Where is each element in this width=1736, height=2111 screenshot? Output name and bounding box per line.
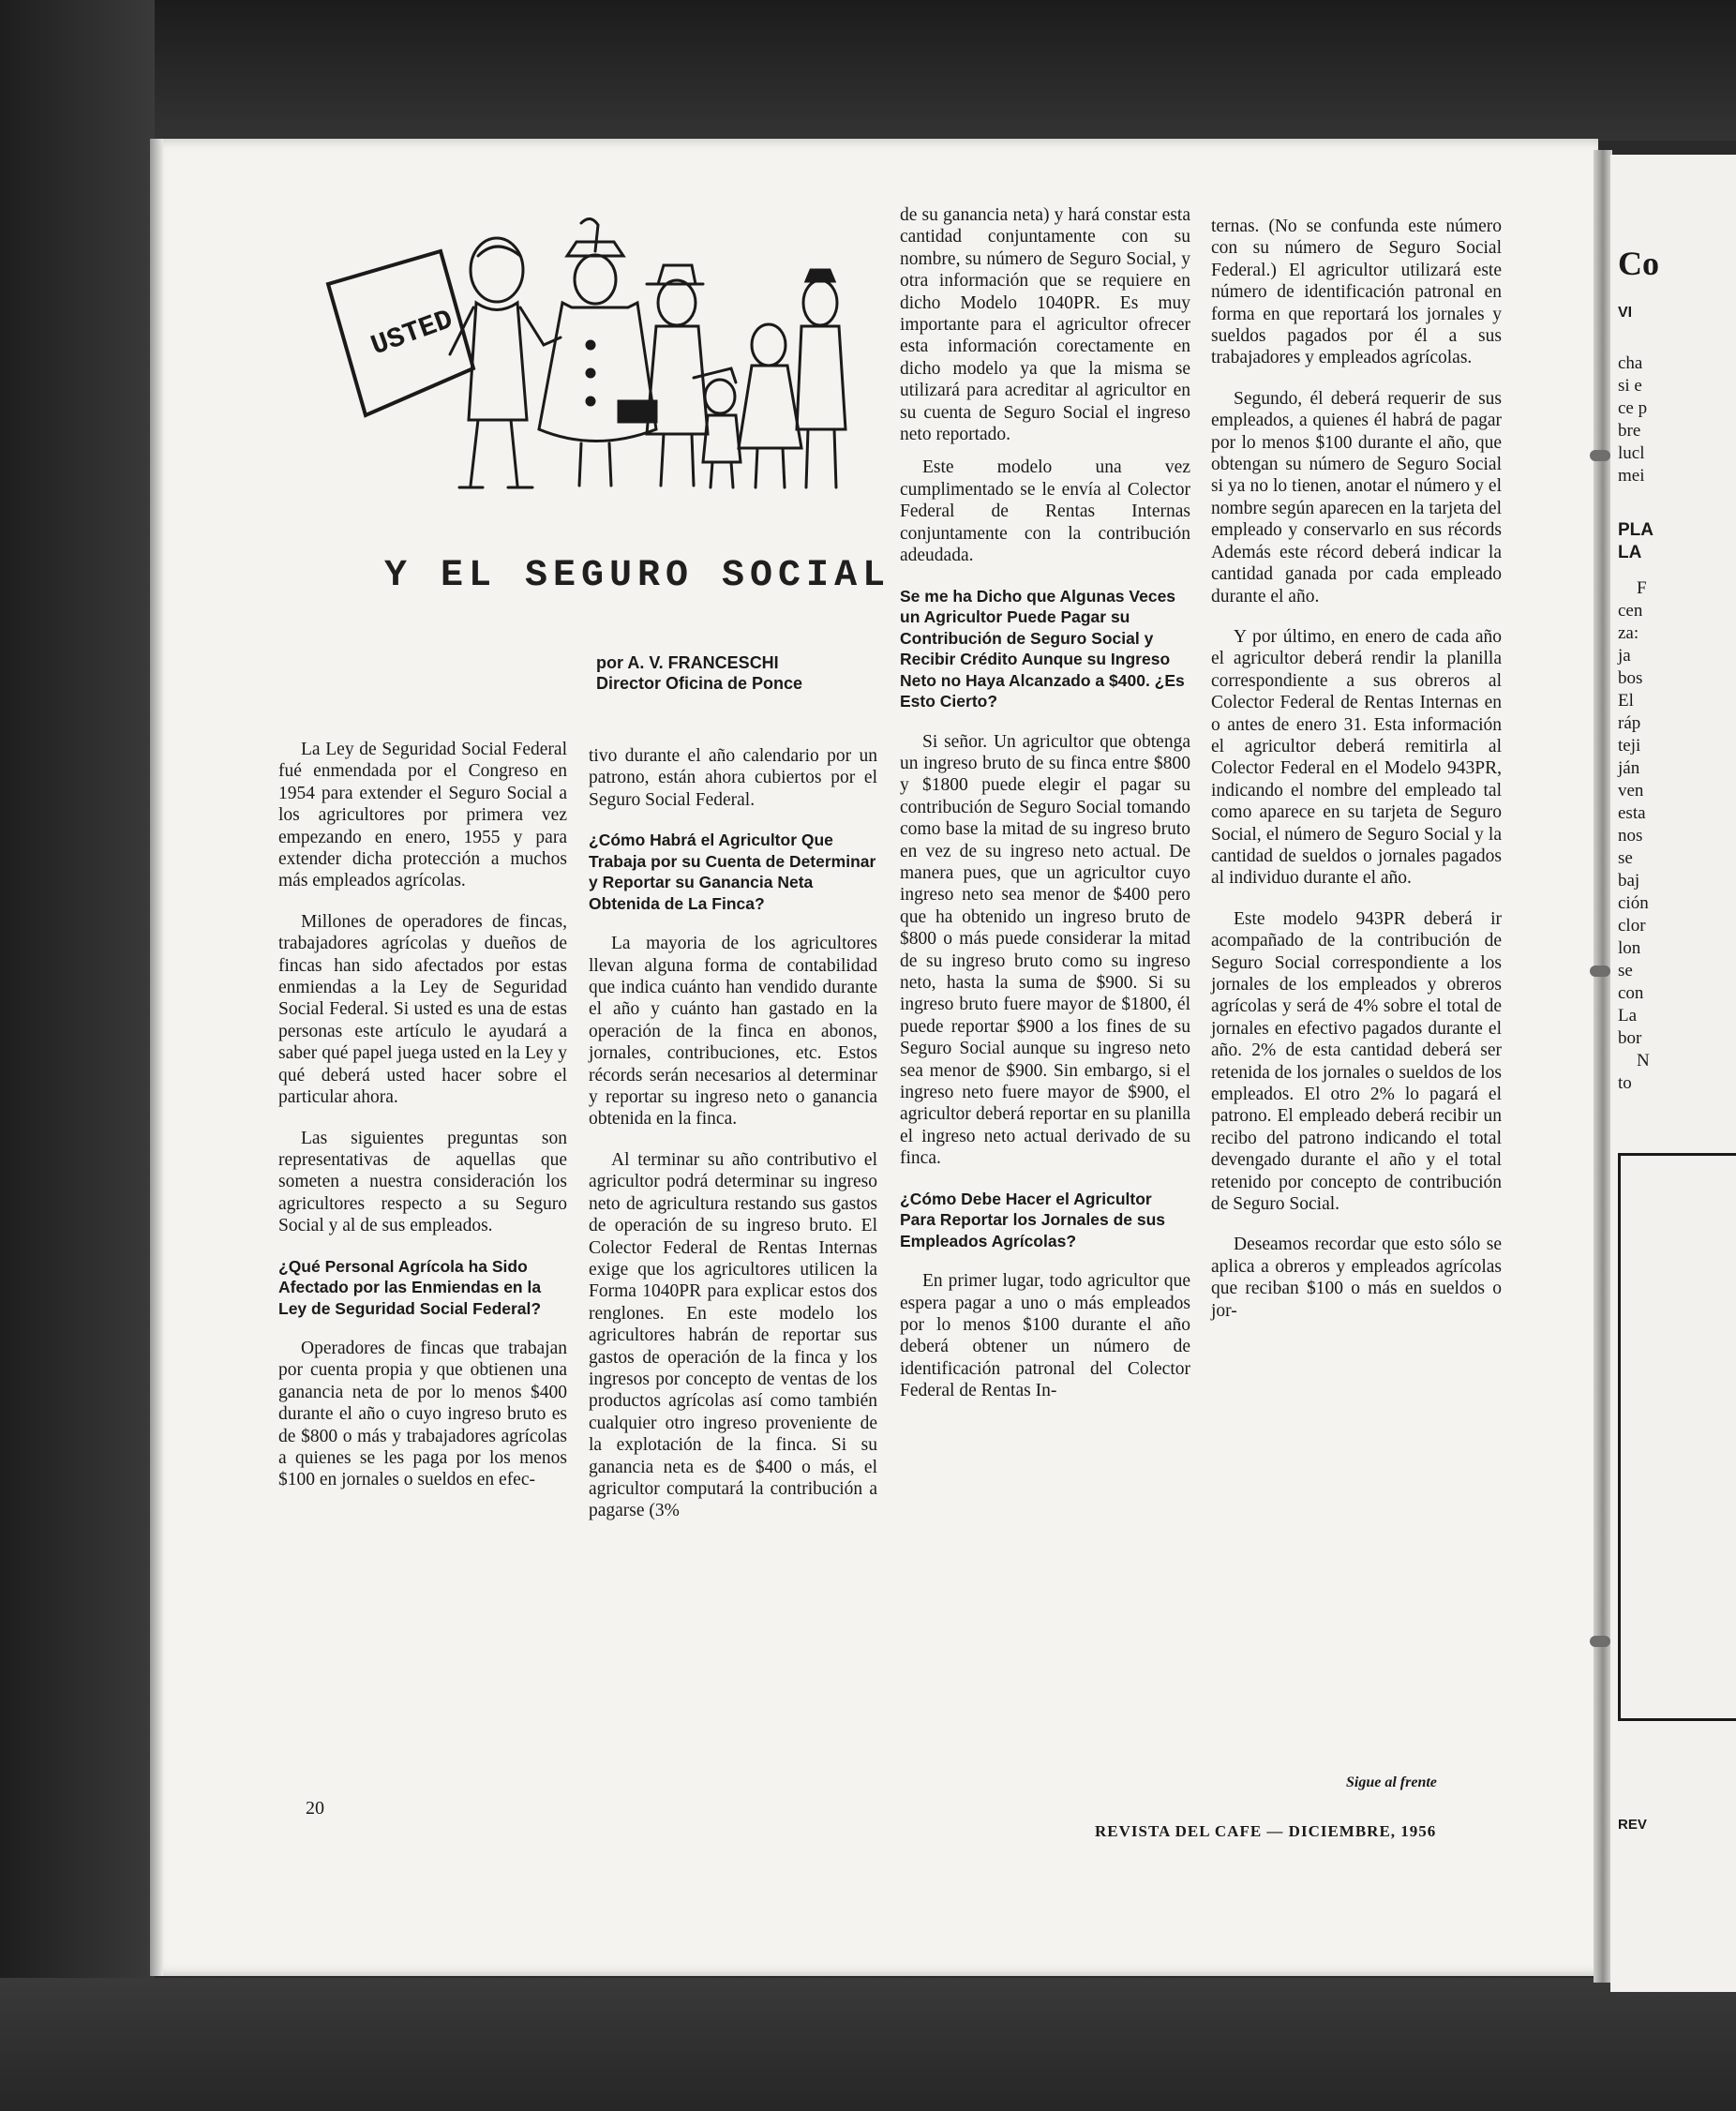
facing-line: esta (1618, 803, 1646, 823)
facing-line: si e (1618, 376, 1642, 396)
paragraph: tivo durante el año calendario por un patrono, están ahora cubiertos por el Seguro Social Federal. (589, 746, 877, 810)
paragraph: Segundo, él deberá requerir de sus empleados, a quienes él habrá de pagar por lo menos $100 durante el año, que obtengan su número de Seguro Social si ya no lo tienen, anotar el número y el nombre según aparecen en la tarjeta del empleado y conservarlo en sus récords Además este récord deberá indicar la cantidad ganada por cada empleado durante el año. (1211, 388, 1502, 606)
facing-line: N (1637, 1051, 1650, 1070)
facing-line: se (1618, 961, 1633, 981)
paragraph: de su ganancia neta) y hará constar esta cantidad conjuntamente con su nombre, su número de Seguro Social, y otra información que se requiere en dicho Modelo 1040PR. Es muy importante para el agricultor ofrecer esta información corectamente en dicho modelo ya que la misma se utilizará para acreditar al agricultor en su cuenta de Seguro Social el ingreso neto reportado. (900, 205, 1190, 445)
page-footer: REVISTA DEL CAFE — DICIEMBRE, 1956 (1095, 1822, 1437, 1840)
background-top (0, 0, 1736, 141)
column-2 (589, 745, 877, 1534)
sign-text: USTED (367, 304, 458, 364)
facing-line: cha (1618, 353, 1643, 373)
section-question: ¿Cómo Habrá el Agricultor Que Trabaja por su Cuenta de Determinar y Reportar su Ganancia Neta Obtenida de La Finca? (589, 831, 876, 913)
facing-line: bor (1618, 1028, 1642, 1048)
cartoon-drawing (309, 214, 853, 495)
paragraph: La mayoria de los agricultores llevan alguna forma de contabilidad que indica cuánto han vendido durante el año y cuánto han gastado en la operación de la finca en abonos, jornales, contribuciones, etc. Estos récords serán necesarios al determinar y reportar su ingreso neto o ganancia obtenida en la finca. (589, 934, 877, 1130)
column-4 (1211, 216, 1502, 1333)
binding-ring (1590, 1636, 1610, 1647)
facing-line: ven (1618, 781, 1644, 801)
facing-line: ja (1618, 646, 1631, 666)
facing-line: bos (1618, 668, 1643, 688)
paragraph: La Ley de Seguridad Social Federal fué enmendada por el Congreso en 1954 para extender el Seguro Social a los agricultores por primera vez empezando en enero, 1955 y para extender dicha protección a muchos más empleados agrícolas. (278, 740, 567, 891)
facing-line: ción (1618, 893, 1649, 913)
facing-line: ján (1618, 758, 1640, 778)
facing-line: La (1618, 1006, 1638, 1026)
paragraph: Millones de operadores de fincas, trabajadores agrícolas y dueños de fincas han sido afectados por estas enmiendas a la Ley de Seguridad Social Federal. Si usted es una de estas personas este artículo le ayudará a saber qué papel juega usted en la Ley y qué deberá usted hacer sobre el particular ahora. (278, 911, 567, 1108)
facing-line: baj (1618, 871, 1640, 891)
facing-subhead: VI (1618, 305, 1633, 321)
paragraph: Y por último, en enero de cada año el agricultor deberá rendir la planilla correspondiente a sus obreros al Colector Federal de Rentas Internas en o antes de enero 31. Esta información el agricultor deberá remitirla al Colector Federal en el Modelo 943PR, indicando el nombre del empleado tal como aparece en su tarjeta de Seguro Social, el número de Seguro Social y la cantidad de sueldos o jornales pagados al individuo durante el año. (1211, 626, 1502, 889)
column-1 (278, 739, 567, 1503)
paragraph: ternas. (No se confunda este número con su número de Seguro Social Federal.) El agricultor utilizará este número de identificación patronal en forma en que reportará los jornales y sueldos pagados por él a sus trabajadores y empleados agrícolas. (1211, 217, 1502, 368)
page-edge (150, 139, 163, 1976)
background-bottom (0, 1978, 1736, 2111)
facing-line: cen (1618, 601, 1643, 621)
facing-line: to (1618, 1073, 1632, 1093)
paragraph: Operadores de fincas que trabajan por cuenta propia y que obtienen una ganancia neta de por lo menos $400 durante el año o cuyo ingreso bruto es de $800 o más y trabajadores agrícolas a quienes se les paga por los menos $100 en jornales o sueldos en efec- (278, 1339, 567, 1490)
facing-line: lon (1618, 938, 1641, 958)
byline-author: por A. V. FRANCESCHI (596, 653, 779, 672)
binding-ring (1590, 450, 1610, 461)
paragraph: Deseamos recordar que esto sólo se aplica a obreros y empleados agrícolas que reciban $100 o más en sueldos o jor- (1211, 1235, 1502, 1321)
facing-line: teji (1618, 736, 1641, 756)
page-number: 20 (306, 1798, 324, 1819)
byline (596, 652, 877, 694)
continued-note: Sigue al frente (1346, 1774, 1437, 1790)
facing-box (1618, 1153, 1736, 1721)
facing-footer: REV (1618, 1817, 1647, 1833)
paragraph: Este modelo 943PR deberá ir acompañado de la contribución de Seguro Social correspondiente a los jornales de los empleados y obreros agrícolas y será de 4% sobre el total de jornales en efectivo pagados durante el año. 2% de esta cantidad deberá ser retenida de los jornales o sueldos de los empleados. El otro 2% lo pagará el patrono. El empleado deberá recibir un recibo del patrono indicando el total devengado durante el año y el total retenido por concepto de contribución de Seguro Social. (1211, 908, 1502, 1215)
facing-line: ráp (1618, 713, 1641, 733)
byline-role: Director Oficina de Ponce (596, 674, 803, 693)
facing-line: ce p (1618, 398, 1648, 418)
facing-line: F (1637, 578, 1647, 598)
facing-page (1610, 155, 1736, 1992)
binding-ring (1590, 966, 1610, 977)
facing-section-heading: LA (1618, 543, 1642, 562)
paragraph: Las siguientes preguntas son representativas de aquellas que someten a nuestra consideración los agricultores respecto a su Seguro Social y al de sus empleados. (278, 1128, 567, 1236)
cartoon-illustration (309, 214, 853, 495)
paragraph: Este modelo una vez cumplimentado se le envía al Colector Federal de Rentas Internas conjuntamente con la contribución adeudada. (900, 457, 1190, 566)
facing-line: za: (1618, 623, 1639, 643)
section-question: ¿Cómo Debe Hacer el Agricultor Para Reportar los Jornales de sus Empleados Agrícolas? (900, 1189, 1166, 1250)
column-3 (900, 204, 1190, 1414)
facing-line: clor (1618, 916, 1646, 936)
paragraph: En primer lugar, todo agricultor que espera pagar a uno o más empleados por lo menos $100 durante el año deberá obtener un número de identificación patronal del Colector Federal de Rentas In- (900, 1271, 1190, 1401)
facing-line: lucl (1618, 443, 1645, 463)
background-left (0, 0, 155, 2111)
article-headline: Y EL SEGURO SOCIAL (384, 555, 891, 597)
facing-section-heading: PLA (1618, 520, 1654, 540)
facing-line: bre (1618, 421, 1641, 441)
section-question: ¿Qué Personal Agrícola ha Sido Afectado por las Enmiendas en la Ley de Seguridad Social Federal? (278, 1256, 542, 1318)
facing-line: se (1618, 848, 1633, 868)
facing-line: El (1618, 691, 1634, 711)
facing-line: con (1618, 983, 1644, 1003)
facing-heading: Co (1618, 245, 1659, 282)
facing-line: nos (1618, 826, 1643, 846)
binding-gutter (1594, 150, 1612, 1983)
paragraph: Si señor. Un agricultor que obtenga un ingreso bruto de su finca entre $800 y $1800 puede elegir el pagar su contribución de Seguro Social tomando como base la mitad de su ingreso bruto en vez de su ingreso neto actual. De manera pues, que un agricultor cuyo ingreso neto sea menor de $400 pero que ha obtenido un ingreso bruto de $800 o más puede considerar la mitad de su ingreso bruto como su ingreso neto, hasta la suma de $900. Si su ingreso bruto fuere mayor de $1800, él puede reportar $900 a los fines de su Seguro Social aunque su ingreso neto sea menor de $900. Sin embargo, si el ingreso neto fuere mayor de $900, el agricultor deberá reportar en su planilla el ingreso neto actual derivado de su finca. (900, 731, 1190, 1169)
section-question: Se me ha Dicho que Algunas Veces un Agricultor Puede Pagar su Contribución de Seguro Social y Recibir Crédito Aunque su Ingreso Neto no Haya Alcanzado a $400. ¿Es Esto Cierto? (900, 586, 1185, 711)
paragraph: Al terminar su año contributivo el agricultor podrá determinar su ingreso neto de agricultura restando sus gastos de operación de su ingreso bruto. El Colector Federal de Rentas Internas exige que los agricultores utilicen la Forma 1040PR para explicar estos dos renglones. En este modelo los agricultores habrán de reportar sus gastos de operación de la finca y los ingresos por concepto de ventas de los productos agrícolas así como también cualquier otro ingreso proveniente de la explotación de la finca. Si su ganancia neta es de $400 o más, el agricultor computará la contribución a pagarse (3% (589, 1149, 877, 1521)
facing-line: mei (1618, 466, 1645, 486)
